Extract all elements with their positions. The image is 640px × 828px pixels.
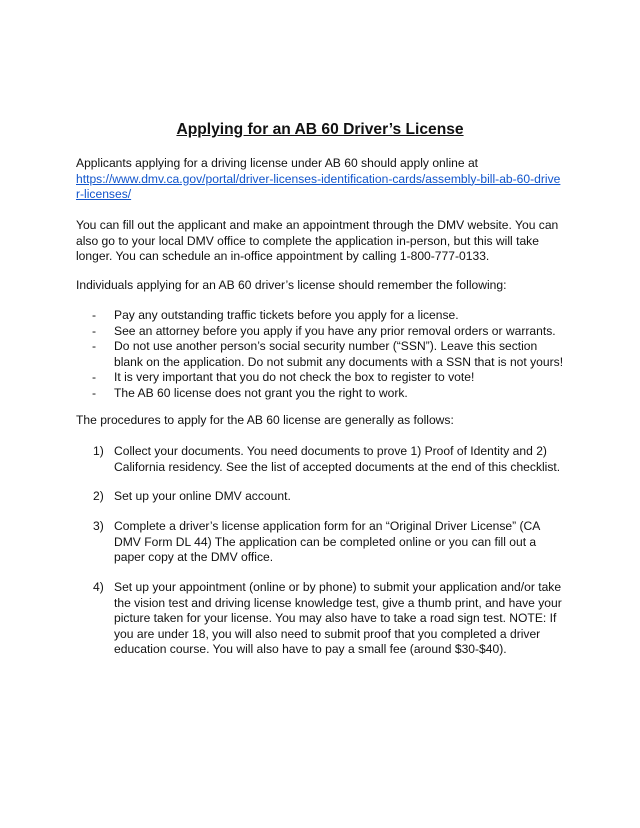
step-item — [93, 444, 564, 475]
step-number: 4) — [93, 580, 104, 594]
list-item — [92, 339, 564, 370]
list-item — [92, 386, 564, 402]
list-item-text: Do not use another person’s social security number (“SSN”). Leave this section blank on the application. Do not submit any documents with a SSN that is not yours! — [114, 339, 564, 369]
bullet-dash: - — [92, 308, 97, 322]
list-item — [92, 308, 564, 324]
step-text: Collect your documents. You need documents to prove 1) Proof of Identity and 2) California residency. See the list of accepted documents at the end of this checklist. — [114, 444, 561, 474]
remember-list — [92, 308, 564, 402]
procedures-heading: The procedures to apply for the AB 60 license are generally as follows: — [76, 413, 454, 427]
list-item-text: It is very important that you do not check the box to register to vote! — [114, 370, 475, 385]
appointment-paragraph: You can fill out the applicant and make an appointment through the DMV website. You can also go to your local DMV office to complete the application in-person, but this will take longer. You can schedule an in-office appointment by calling 1-800-777-0133. — [76, 218, 559, 264]
page-title: Applying for an AB 60 Driver’s License — [176, 121, 464, 138]
step-item — [93, 489, 564, 505]
step-number: 1) — [93, 444, 104, 458]
list-item — [92, 324, 564, 340]
list-item-text: See an attorney before you apply if you have any prior removal orders or warrants. — [114, 323, 556, 338]
step-text: Complete a driver’s license application form for an “Original Driver License” (CA DMV Form DL 44) The application can be completed online or you can fill out a paper copy at the DMV office. — [114, 519, 540, 565]
list-item — [92, 370, 564, 386]
bullet-dash: - — [92, 385, 97, 400]
step-item — [93, 580, 564, 658]
step-text: Set up your online DMV account. — [114, 489, 291, 503]
list-item-text: Pay any outstanding traffic tickets before you apply for a license. — [114, 308, 459, 322]
list-item-text: The AB 60 license does not grant you the right to work. — [114, 385, 408, 400]
step-item — [93, 519, 564, 566]
bullet-dash: - — [92, 370, 97, 385]
bullet-dash: - — [92, 323, 97, 338]
step-number: 3) — [93, 519, 104, 533]
step-number: 2) — [93, 489, 104, 503]
remember-heading: Individuals applying for an AB 60 driver’s license should remember the following: — [76, 278, 507, 292]
intro-text: Applicants applying for a driving license under AB 60 should apply online at — [76, 156, 479, 170]
bullet-dash: - — [92, 339, 97, 354]
intro-paragraph — [76, 156, 564, 203]
step-text: Set up your appointment (online or by phone) to submit your application and/or take the vision test and driving license knowledge test, give a thumb print, and have your picture taken for your license. You may also have to take a road sign test. NOTE: If you are under 18, you will also need to submit proof that you completed a driver education course. You will also have to pay a small fee (around $30-$40). — [114, 580, 562, 657]
dmv-ab60-link[interactable]: https://www.dmv.ca.gov/portal/driver-licenses-identification-cards/assembly-bill-ab-60-driver-licenses/ — [76, 171, 561, 202]
